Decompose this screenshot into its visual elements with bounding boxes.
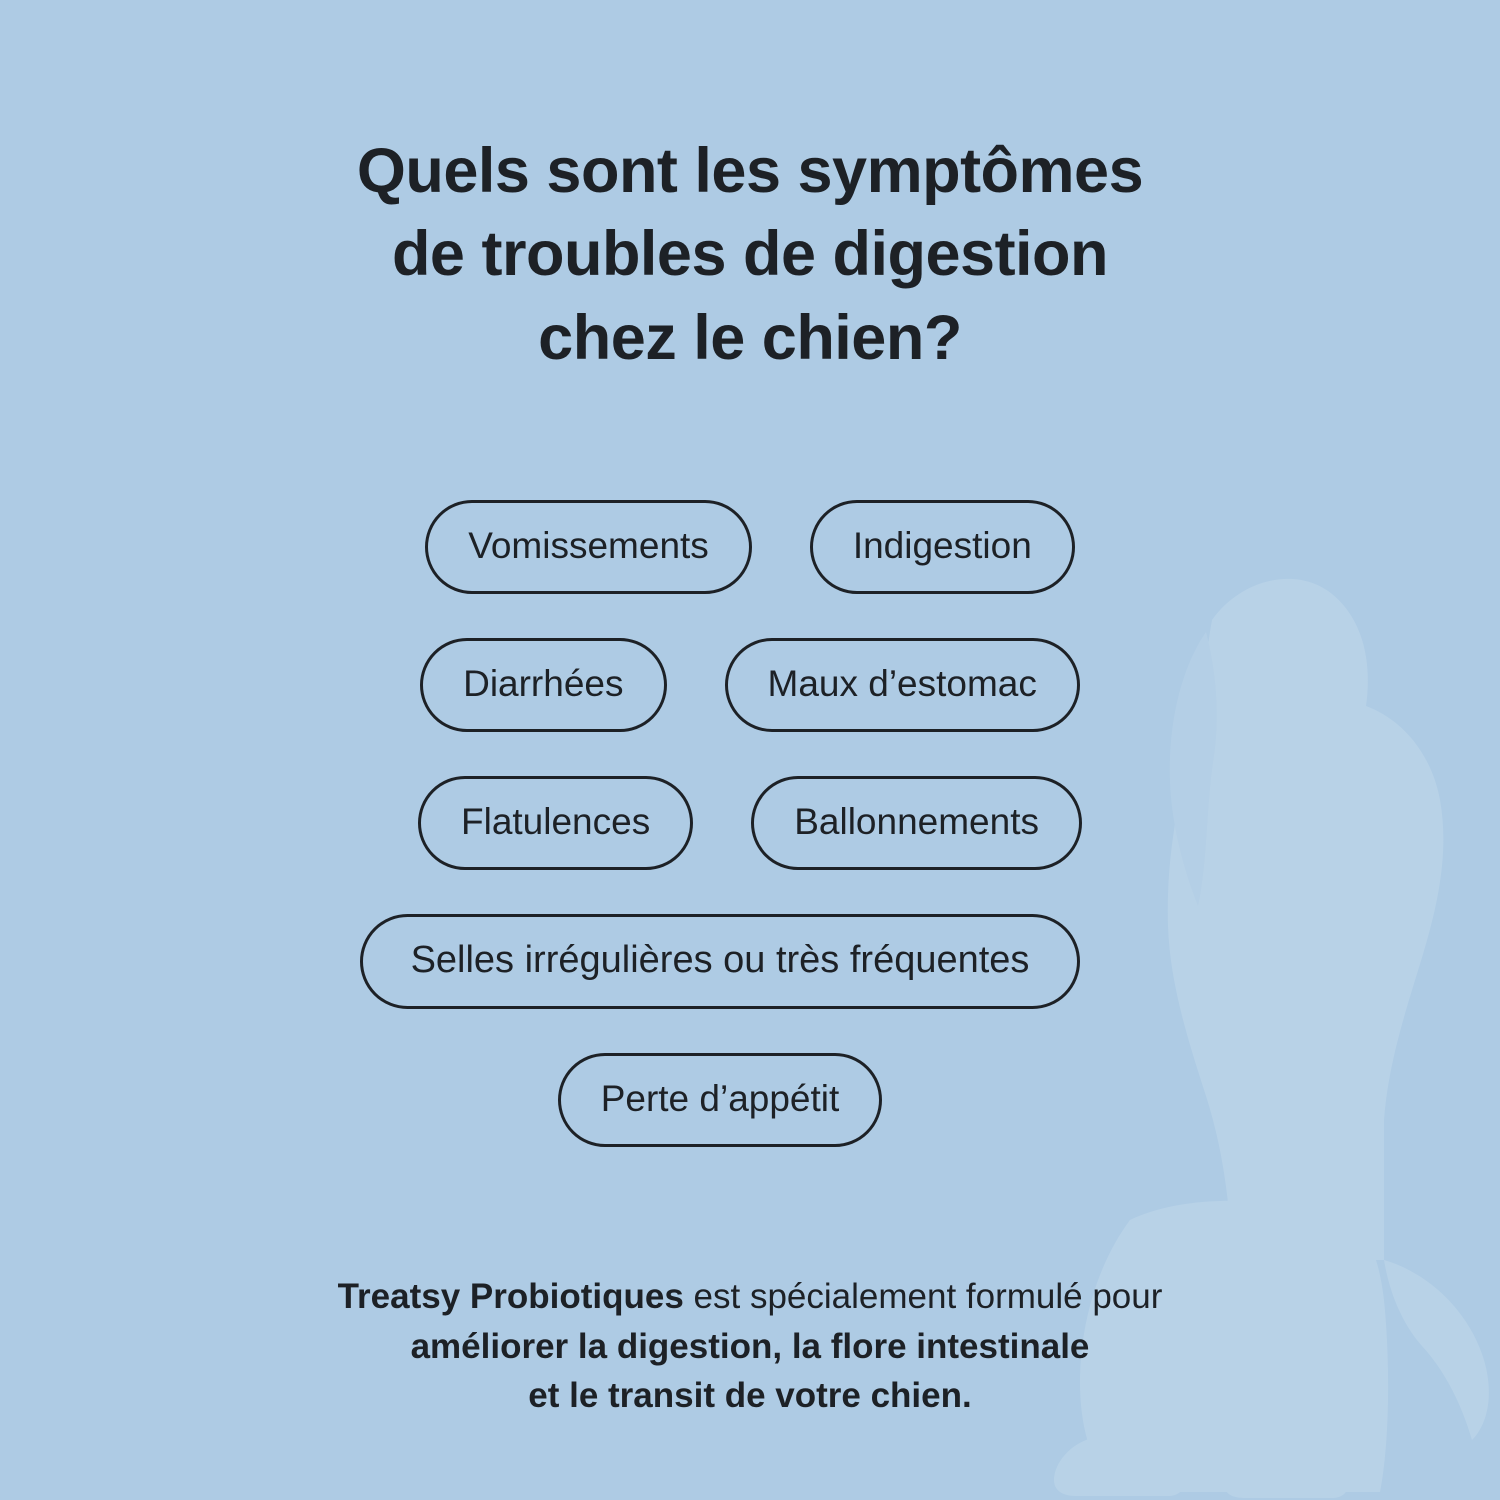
symptom-row [0,1053,1500,1147]
symptom-pill: Diarrhées [420,638,666,732]
footer-line-2: améliorer la digestion, la flore intestinale [410,1326,1090,1366]
headline-line-2: de troubles de digestion [391,219,1109,290]
symptom-row [0,500,1500,594]
symptom-pill: Vomissements [425,500,752,594]
symptom-list [0,500,1500,1191]
symptom-pill: Perte d’appétit [558,1053,883,1147]
brand-name: Treatsy Probiotiques [337,1277,684,1316]
headline-line-3: chez le chien? [538,302,962,373]
symptom-row [0,638,1500,732]
symptom-pill: Flatulences [418,776,693,870]
symptom-pill: Indigestion [810,500,1075,594]
headline-line-1: Quels sont les symptômes [356,136,1144,207]
footer-line-1 [180,1272,1320,1322]
symptom-pill: Maux d’estomac [725,638,1080,732]
footer-line-1-rest: est spécialement formulé pour [683,1277,1163,1316]
symptom-row [0,914,1500,1009]
footer-description [0,1272,1500,1421]
page-title [0,130,1500,379]
symptom-row [0,776,1500,870]
symptom-pill: Selles irrégulières ou très fréquentes [360,914,1081,1009]
symptom-pill: Ballonnements [751,776,1082,870]
footer-line-3: et le transit de votre chien. [528,1376,972,1416]
